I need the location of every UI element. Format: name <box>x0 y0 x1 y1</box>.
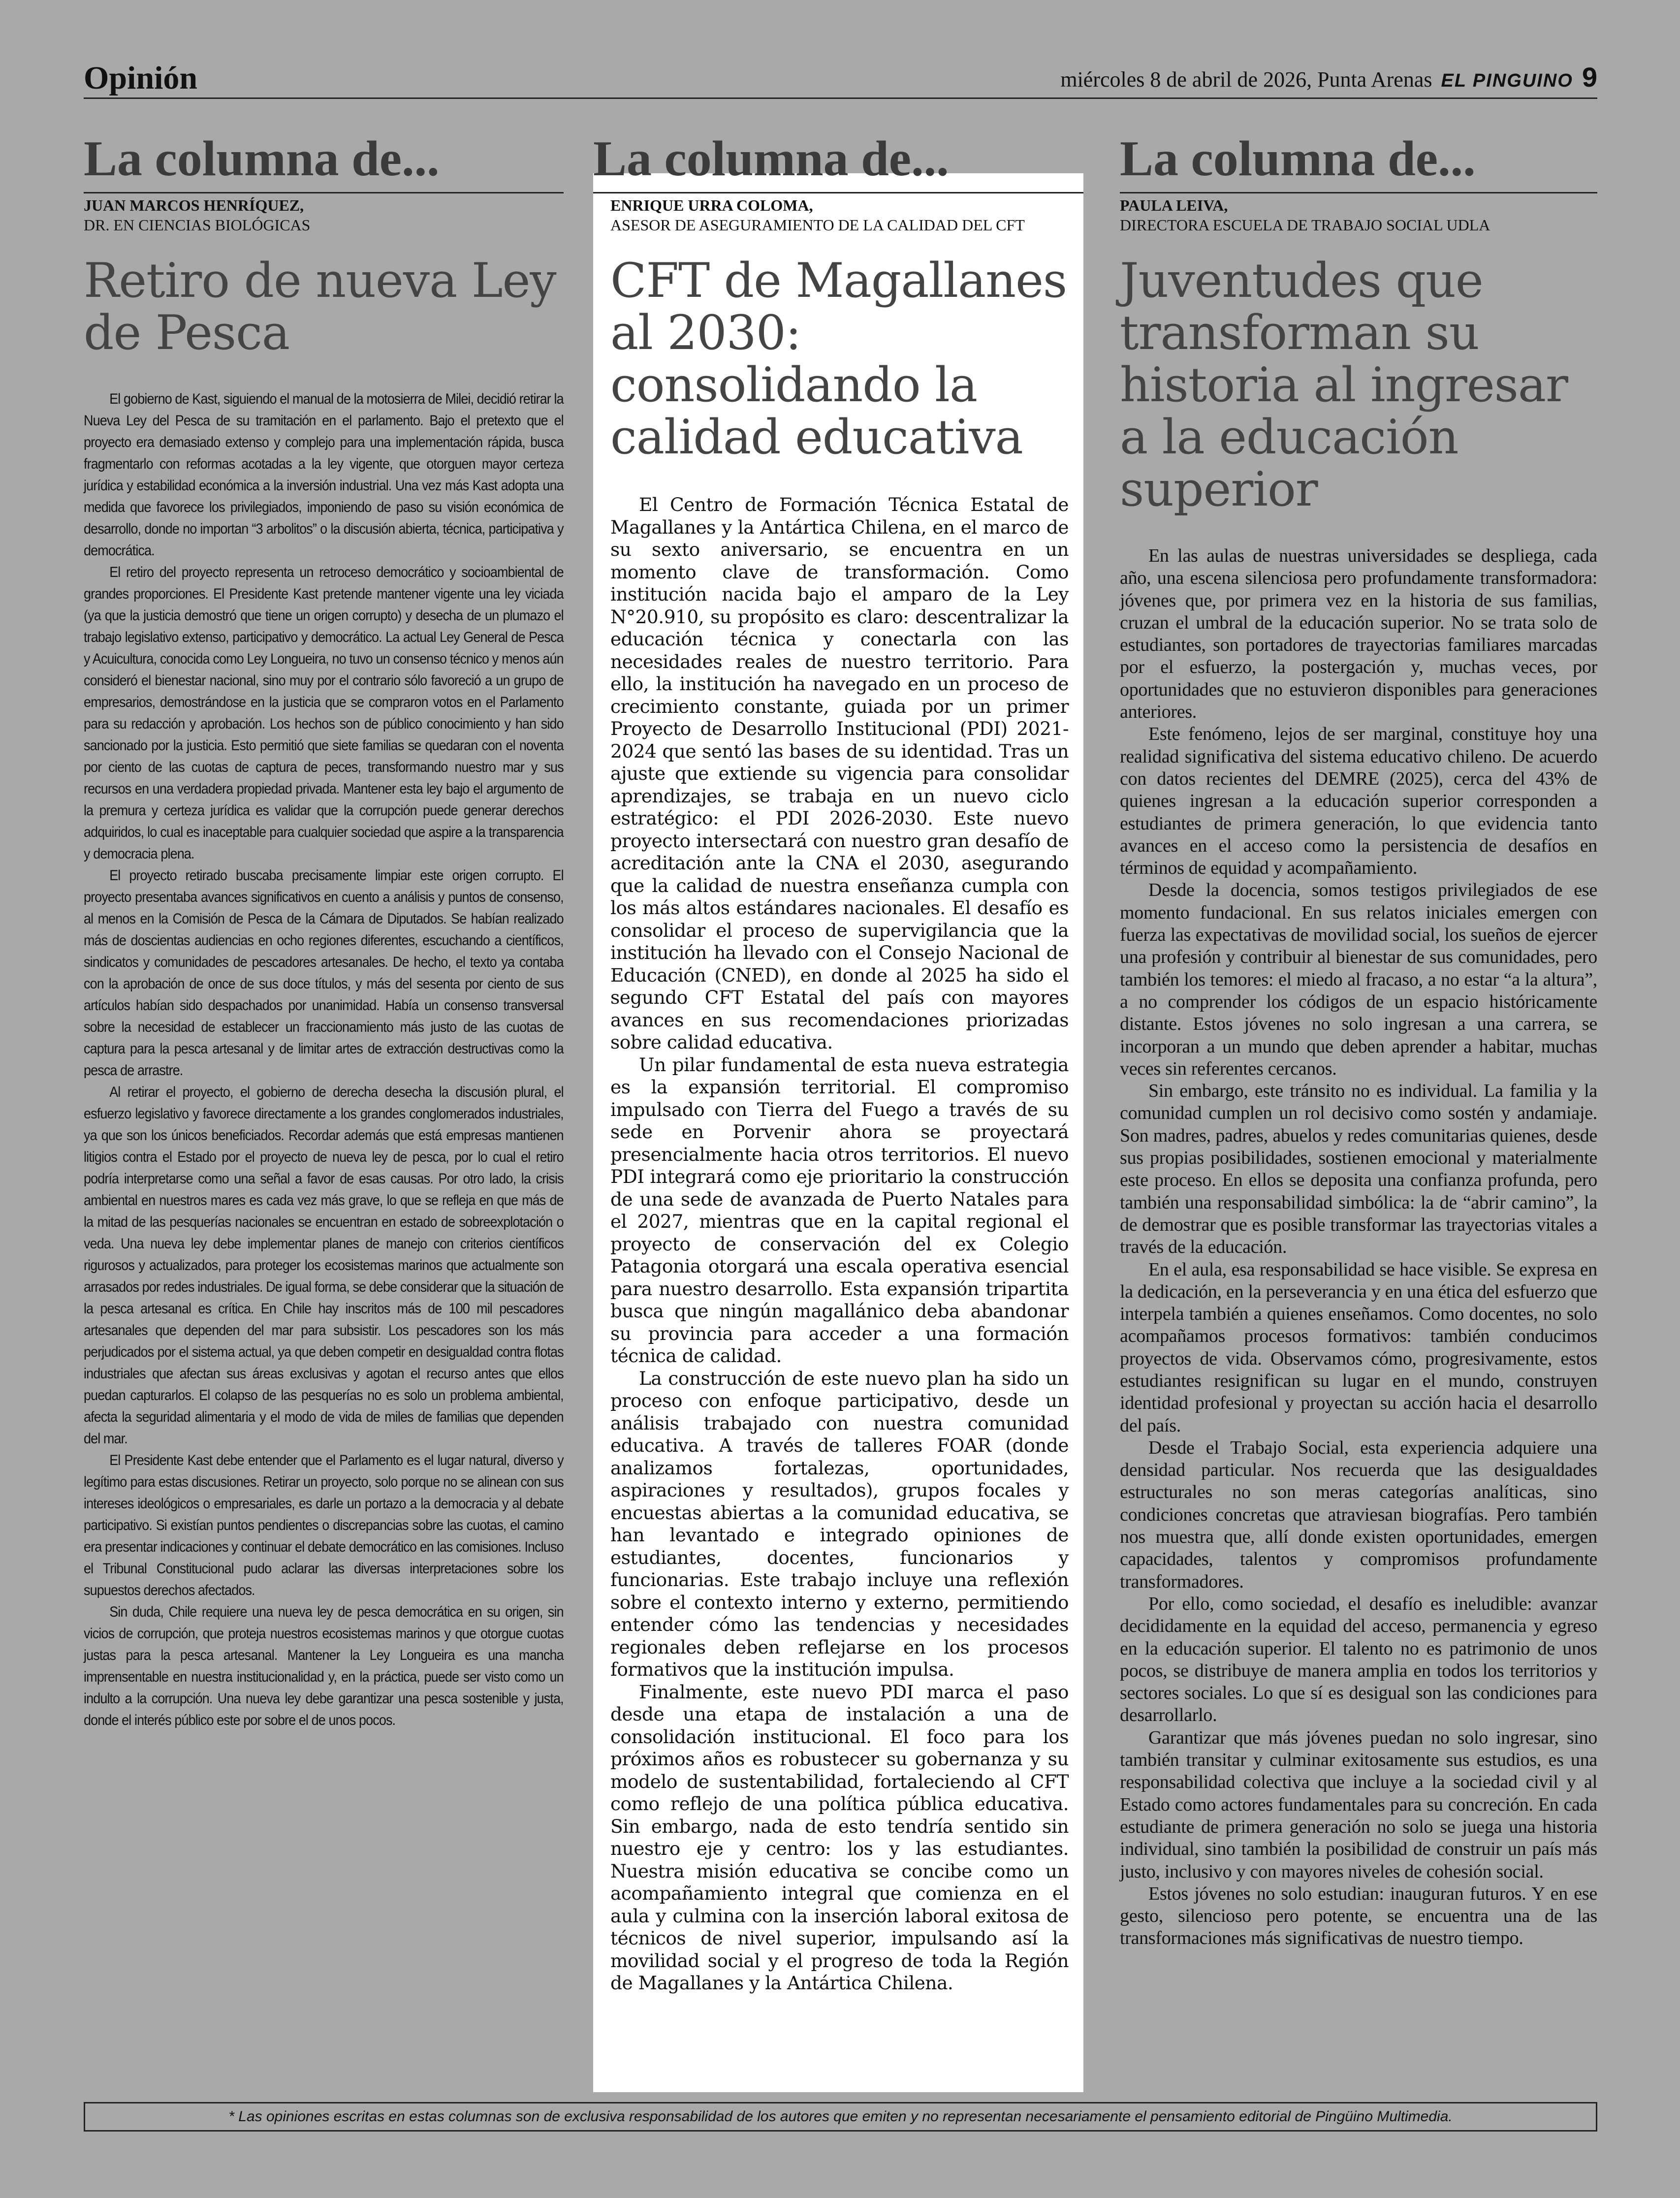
author-role: DIRECTORA ESCUELA DE TRABAJO SOCIAL UDLA <box>1120 216 1490 234</box>
divider <box>84 192 564 193</box>
article-body <box>84 388 564 1731</box>
paragraph: El gobierno de Kast, siguiendo el manual de la motosierra de Milei, decidió retirar la Nueva Ley del Pesca de su tramitación en el parlamento. Bajo el pretexto que el proyecto era demasiado extenso y complejo para una implementación rápida, busca fragmentarlo con reformas acotadas a la ley vigente, que otorguen mayor certeza jurídica y estabilidad económica a la inversión industrial. Una vez más Kast adopta una medida que favorece los privilegiados, imponiendo de paso su visión económica de desarrollo, donde no importan “3 arbolitos” o la discusión abierta, técnica, participativa y democrática. <box>84 391 564 559</box>
paragraph: Por ello, como sociedad, el desafío es ineludible: avanzar decididamente en la equidad del acceso, permanencia y egreso en la educación superior. El talento no es patrimonio de unos pocos, se distribuye de manera amplia en todos los territorios y sectores sociales. Lo que sí es desigual son las condiciones para desarrollarlo. <box>1120 1593 1597 1726</box>
paragraph: Sin duda, Chile requiere una nueva ley de pesca democrática en su origen, sin vicios de corrupción, que proteja nuestros ecosistemas marinos y que otorgue cuotas justas para la pesca artesanal. Mantener la Ley Longueira es una mancha imprensentable en nuestra institucionalidad y, en la práctica, puede ser visto como un indulto a la corrupción. Una nueva ley debe garantizar una pesca sostenible y justa, donde el interés público este por sobre el de unos pocos. <box>84 1604 564 1728</box>
column-2 <box>593 129 1083 1995</box>
column-kicker: La columna de... <box>593 131 949 187</box>
paragraph: El Presidente Kast debe entender que el Parlamento es el lugar natural, diverso y legítimo para estas discusiones. Retirar un proyecto, solo porque no se alinean con sus intereses ideológicos o empresariales, es darle un portazo a la democracia y al debate participativo. Si existían puntos pendientes o discrepancias sobre las cuotas, el camino era presentar indicaciones y continuar el debate democrático en las comisiones. Incluso el Tribunal Constitucional pudo aclarar las diversas interpretaciones sobre los supuestos derechos afectados. <box>84 1452 564 1598</box>
dateline <box>1060 64 1597 95</box>
author-role: DR. EN CIENCIAS BIOLÓGICAS <box>84 216 311 234</box>
paragraph: Garantizar que más jóvenes puedan no solo ingresar, sino también transitar y culminar exitosamente sus estudios, es una responsabilidad colectiva que incluye a la sociedad civil y al Estado como actores fundamentales para su concreción. En cada estudiante de primera generación no solo se juega una historia individual, sino también la posibilidad de construir un país más justo, inclusivo y con mayores niveles de cohesión social. <box>1120 1727 1597 1882</box>
paragraph: Estos jóvenes no solo estudian: inauguran futuros. Y en ese gesto, silencioso pero potente, se encuentra una de las transformaciones más significativas de nuestro tiempo. <box>1120 1883 1597 1949</box>
paragraph: Desde la docencia, somos testigos privilegiados de ese momento fundacional. En sus relatos iniciales emergen con fuerza las expectativas de movilidad social, los sueños de ejercer una profesión y contribuir al bienestar de sus comunidades, pero también los temores: el miedo al fracaso, a no estar “a la altura”, a no comprender los códigos de un espacio históricamente distante. Estos jóvenes no solo ingresan a una carrera, se incorporan a un mundo que deben aprender a habitar, muchas veces sin referentes cercanos. <box>1120 880 1597 1079</box>
divider <box>593 192 1083 193</box>
author-name: JUAN MARCOS HENRÍQUEZ, <box>84 196 304 214</box>
paragraph: El proyecto retirado buscaba precisamente limpiar este origen corrupto. El proyecto presentaba avances significativos en cuento a análisis y puntos de consenso, al menos en la Comisión de Pesca de la Cámara de Diputados. Se habían realizado más de doscientas audiencias en ocho regiones diferentes, escuchando a científicos, sindicatos y comunidades de pescadores artesanales. De hecho, el texto ya contaba con la aprobación de once de sus doce títulos, y más del sesenta por ciento de sus artículos habían sido despachados por unanimidad. Había un consenso transversal sobre la necesidad de establecer un fraccionamiento más justo de las cuotas de captura para la pesca artesanal y de limitar artes de extracción destructivas como la pesca de arrastre. <box>84 867 564 1079</box>
column-3 <box>1120 129 1597 1950</box>
page-number: 9 <box>1582 62 1597 93</box>
paragraph: El Centro de Formación Técnica Estatal de Magallanes y la Antártica Chilena, en el marco de su sexto aniversario, se encuentra en un momento clave de transformación. Como institución nacida bajo el amparo de la Ley N°20.910, su propósito es claro: descentralizar la educación técnica y conectarla con las necesidades reales de nuestro territorio. Para ello, la institución ha navegado en un proceso de crecimiento constante, guiada por un primer Proyecto de Desarrollo Institucional (PDI) 2021-2024 que sentó las bases de su identidad. Tras un ajuste que extiende su vigencia para consolidar aprendizajes, se trabaja en un nuevo ciclo estratégico: el PDI 2026-2030. Este nuevo proyecto intersectará con nuestro gran desafío de acreditación ante la CNA el 2030, asegurando que la calidad de nuestra enseñanza cumpla con los más altos estándares nacionales. El desafío es consolidar el proceso de supervigilancia que la institución ha llevado con el Consejo Nacional de Educación (CNED), en donde al 2025 ha sido el segundo CFT Estatal del país con mayores avances en sus recomendaciones priorizadas sobre calidad educativa. <box>610 494 1069 1053</box>
author-role: ASESOR DE ASEGURAMIENTO DE LA CALIDAD DEL CFT <box>610 216 1025 234</box>
paragraph: El retiro del proyecto representa un retroceso democrático y socioambiental de grandes proporciones. El Presidente Kast pretende mantener vigente una ley viciada (ya que la justicia demostró que tiene un origen corrupto) y desecha de un plumazo el trabajo legislativo extenso, participativo y democrático. La actual Ley General de Pesca y Acuicultura, conocida como Ley Longueira, no tuvo un consenso técnico y menos aún consideró el bienestar nacional, sino muy por el contrario sólo favoreció a un grupo de empresarios, demostrándose en la justicia que se compraron votos en el Parlamento para su redacción y aprobación. Los hechos son de público conocimiento y han sido sancionado por la justicia. Esto permitió que siete familias se quedaran con el noventa por ciento de las cuotas de captura de peces, transformando nuestro mar y sus recursos en una verdadera propiedad privada. Mantener esta ley bajo el argumento de la premura y certeza jurídica es validar que la corrupción puede generar derechos adquiridos, lo cual es inaceptable para cualquier sociedad que aspire a la transparencia y democracia plena. <box>84 564 564 862</box>
paragraph: Un pilar fundamental de esta nueva estrategia es la expansión territorial. El compromiso impulsado con Tierra del Fuego a través de su sede en Porvenir ahora se proyectará presencialmente hacia otros territorios. El nuevo PDI integrará como eje prioritario la construcción de una sede de avanzada de Puerto Natales para el 2027, mientras que en la capital regional el proyecto de conservación del ex Colegio Patagonia otorgará una escala operativa esencial para nuestro desarrollo. Esta expansión tripartita busca que ningún magallánico deba abandonar su provincia para acceder a una formación técnica de calidad. <box>610 1053 1069 1367</box>
column-kicker: La columna de... <box>84 131 440 187</box>
section-title: Opinión <box>84 60 198 96</box>
paragraph: La construcción de este nuevo plan ha sido un proceso con enfoque participativo, desde un análisis trabajado con nuestra comunidad educativa. A través de talleres FOAR (donde analizamos fortalezas, oportunidades, aspiraciones y resultados), grupos focales y encuestas abiertas a la comunidad educativa, se han levantado e integrado opiniones de estudiantes, docentes, funcionarios y funcionarias. Este trabajo incluye una reflexión sobre el contexto interno y externo, permitiendo entender cómo las tendencias y necesidades regionales deben reflejarse en los procesos formativos que la institución impulsa. <box>610 1367 1069 1680</box>
masthead <box>84 58 1597 99</box>
paragraph: En el aula, esa responsabilidad se hace visible. Se expresa en la dedicación, en la perseverancia y en una ética del esfuerzo que interpela también a quienes enseñamos. Como docentes, no solo acompañamos procesos formativos: también conducimos proyectos de vida. Observamos cómo, progresivamente, estos estudiantes resignifican su lugar en el mundo, construyen identidad profesional y proyectan su acción hacia el desarrollo del país. <box>1120 1259 1597 1436</box>
author-name: PAULA LEIVA, <box>1120 196 1228 214</box>
paragraph: Este fenómeno, lejos de ser marginal, constituye hoy una realidad significativa del sistema educativo chileno. De acuerdo con datos recientes del DEMRE (2025), cerca del 43% de quienes ingresan a la educación superior corresponden a estudiantes de primera generación, lo que evidencia tanto avances en el acceso como la persistencia de desafíos en términos de equidad y acompañamiento. <box>1120 724 1597 879</box>
paragraph: Finalmente, este nuevo PDI marca el paso desde una etapa de instalación a una de consolidación institucional. El foco para los próximos años es robustecer su gobernanza y su modelo de sustentabilidad, fortaleciendo al CFT como reflejo de una política pública educativa. Sin embargo, nada de esto tendría sentido sin nuestro eje y centro: los y las estudiantes. Nuestra misión educativa se concibe como un acompañamiento integral que comienza en el aula y culmina con la inserción laboral exitosa de técnicos de nivel superior, impulsando así la movilidad social y el progreso de toda la Región de Magallanes y la Antártica Chilena. <box>610 1681 1069 1994</box>
article-body <box>1120 545 1597 1950</box>
divider <box>1120 192 1597 193</box>
newspaper-logo: EL PINGUINO <box>1441 70 1573 91</box>
author-name: ENRIQUE URRA COLOMA, <box>610 196 813 214</box>
paragraph: Desde el Trabajo Social, esta experiencia adquiere una densidad particular. Nos recuerda que las desigualdades estructurales no son meras categorías analíticas, sino condiciones concretas que atraviesan biografías. Pero también nos muestra que, allí donde existen oportunidades, emergen capacidades, talentos y compromisos profundamente transformadores. <box>1120 1437 1597 1592</box>
date-text: miércoles 8 de abril de 2026, Punta Arenas <box>1060 67 1432 92</box>
article-headline: CFT de Magallanes al 2030: consolidando la calidad educativa <box>610 253 1067 465</box>
article-headline: Retiro de nueva Ley de Pesca <box>84 253 556 360</box>
column-1 <box>84 129 564 1731</box>
disclaimer-footer: * Las opiniones escritas en estas columnas son de exclusiva responsabilidad de los autores que emiten y no representan necesariamente el pensamiento editorial de Pingüino Multimedia. <box>84 2102 1597 2132</box>
paragraph: Al retirar el proyecto, el gobierno de derecha desecha la discusión plural, el esfuerzo legislativo y favorece directamente a los grandes conglomerados industriales, ya que son los únicos beneficiados. Recordar además que está empresas mantienen litigios contra el Estado por el proyecto de nueva ley de pesca, por lo cual el retiro podría interpretarse como una señal a favor de esas causas. Por otro lado, la crisis ambiental en nuestros mares es cada vez más grave, lo que se refleja en que más de la mitad de las pesquerías nacionales se encuentran en estado de sobreexplotación o veda. Una nueva ley debe implementar planes de manejo con criterios científicos rigurosos y actualizados, para proteger los ecosistemas marinos que actualmente son arrasados por redes industriales. De igual forma, se debe considerar que la situación de la pesca artesanal es crítica. En Chile hay inscritos más de 100 mil pescadores artesanales que dependen del mar para subsistir. Los pescadores son los más perjudicados por el sistema actual, ya que deben competir en desigualdad contra flotas industriales que afectan sus áreas exclusivas y agotan el recurso antes que ellos puedan capturarlos. El colapso de las pesquerías no es solo un problema ambiental, afecta la seguridad alimentaria y el modo de vida de miles de familias que dependen del mar. <box>84 1084 564 1447</box>
column-kicker: La columna de... <box>1120 131 1476 187</box>
paragraph: Sin embargo, este tránsito no es individual. La familia y la comunidad cumplen un rol decisivo como sostén y andamiaje. Son madres, padres, abuelos y redes comunitarias quienes, desde sus propias posibilidades, sostienen emocional y materialmente este proceso. En ellos se deposita una confianza profunda, pero también una responsabilidad simbólica: la de “abrir camino”, la de demostrar que es posible transformar las trayectorias vitales a través de la educación. <box>1120 1081 1597 1258</box>
article-body <box>610 494 1069 1995</box>
paragraph: En las aulas de nuestras universidades se despliega, cada año, una escena silenciosa pero profundamente transformadora: jóvenes que, por primera vez en la historia de sus familias, cruzan el umbral de la educación superior. No se trata solo de estudiantes, son portadores de trayectorias familiares marcadas por el esfuerzo, la postergación y, muchas veces, por oportunidades que no estuvieron disponibles para generaciones anteriores. <box>1120 545 1597 723</box>
article-headline: Juventudes que transforman su historia al ingresar a la educación superior <box>1120 253 1568 517</box>
